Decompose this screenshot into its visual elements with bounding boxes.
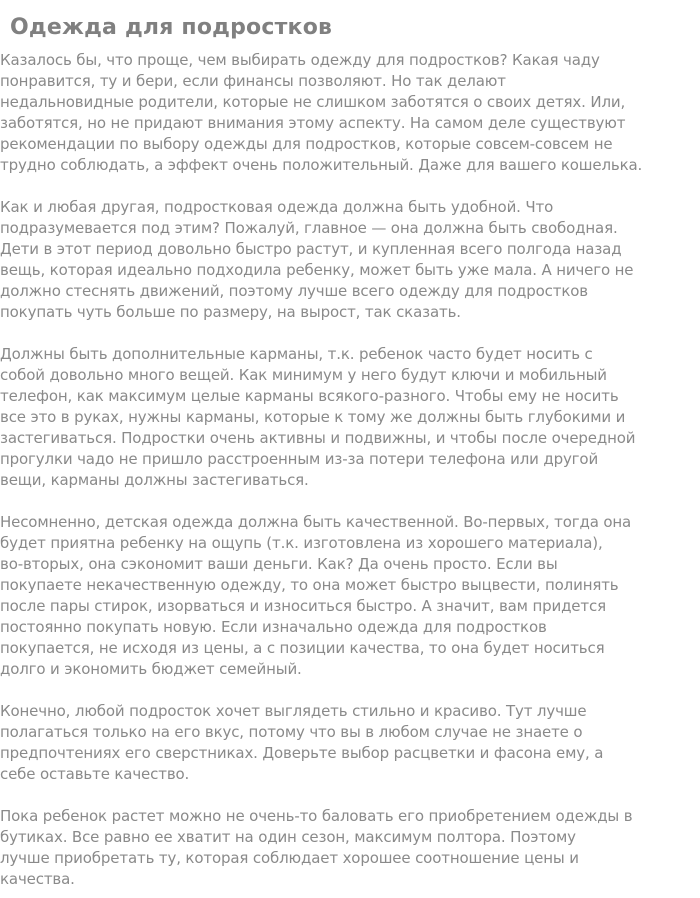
paragraph-line: постоянно покупать новую. Если изначально одежда для подростков: [0, 618, 547, 636]
paragraph-line: Должны быть дополнительные карманы, т.к. ребенок часто будет носить с: [0, 345, 593, 363]
paragraph: [0, 50, 642, 176]
paragraph-line: собой довольно много вещей. Как минимум у него будут ключи и мобильный: [0, 366, 607, 384]
paragraph-line: недальновидные родители, которые не слишком заботятся о своих детях. Или,: [0, 93, 626, 111]
paragraph-line: трудно соблюдать, а эффект очень положительный. Даже для вашего кошелька.: [0, 156, 643, 174]
paragraph-line: бутиках. Все равно ее хватит на один сезон, максимум полтора. Поэтому: [0, 828, 576, 846]
paragraph-line: телефон, как максимум целые карманы всякого-разного. Чтобы ему не носить: [0, 387, 619, 405]
paragraph-line: себе оставьте качество.: [0, 765, 190, 783]
paragraph-line: Дети в этот период довольно быстро растут, и купленная всего полгода назад: [0, 240, 622, 258]
paragraph-line: Конечно, любой подросток хочет выглядеть стильно и красиво. Тут лучше: [0, 702, 587, 720]
paragraph: [0, 701, 603, 785]
paragraph-line: Как и любая другая, подростковая одежда должна быть удобной. Что: [0, 198, 554, 216]
paragraph-line: во-вторых, она сэкономит ваши деньги. Как? Да очень просто. Если вы: [0, 555, 558, 573]
paragraph-line: покупать чуть больше по размеру, на вырост, так сказать.: [0, 303, 461, 321]
paragraph-line: Казалось бы, что проще, чем выбирать одежду для подростков? Какая чаду: [0, 51, 600, 69]
paragraph-line: покупается, не исходя из цены, а с позиции качества, то она будет носиться: [0, 639, 605, 657]
paragraph-line: подразумевается под этим? Пожалуй, главное — она должна быть свободная.: [0, 219, 618, 237]
article-title: Одежда для подростков: [10, 15, 333, 40]
paragraph-line: качества.: [0, 870, 75, 888]
paragraph-line: предпочтениях его сверстниках. Доверьте выбор расцветки и фасона ему, а: [0, 744, 604, 762]
paragraph-line: Пока ребенок растет можно не очень-то баловать его приобретением одежды в: [0, 807, 633, 825]
paragraph: [0, 344, 635, 491]
paragraph-line: прогулки чадо не пришло расстроенным из-за потери телефона или другой: [0, 450, 599, 468]
paragraph-line: будет приятна ребенку на ощупь (т.к. изготовлена из хорошего материала),: [0, 534, 603, 552]
paragraph-line: рекомендации по выбору одежды для подростков, которые совсем-совсем не: [0, 135, 613, 153]
paragraph-line: застегиваться. Подростки очень активны и подвижны, и чтобы после очередной: [0, 429, 636, 447]
paragraph-line: долго и экономить бюджет семейный.: [0, 660, 302, 678]
paragraph-line: после пары стирок, изорваться и износиться быстро. А значит, вам придется: [0, 597, 606, 615]
paragraph: [0, 512, 631, 680]
paragraph-line: понравится, ту и бери, если финансы позволяют. Но так делают: [0, 72, 506, 90]
paragraph: [0, 197, 633, 323]
paragraph-line: должно стеснять движений, поэтому лучше всего одежду для подростков: [0, 282, 588, 300]
paragraph-line: заботятся, но не придают внимания этому аспекту. На самом деле существуют: [0, 114, 626, 132]
paragraph-line: все это в руках, нужны карманы, которые к тому же должны быть глубокими и: [0, 408, 626, 426]
paragraph-line: лучше приобретать ту, которая соблюдает хорошее соотношение цены и: [0, 849, 579, 867]
paragraph-line: Несомненно, детская одежда должна быть качественной. Во-первых, тогда она: [0, 513, 632, 531]
paragraph: [0, 806, 632, 890]
paragraph-line: полагаться только на его вкус, потому что вы в любом случае не знаете о: [0, 723, 583, 741]
paragraph-line: покупаете некачественную одежду, то она может быстро выцвести, полинять: [0, 576, 619, 594]
paragraph-line: вещи, карманы должны застегиваться.: [0, 471, 309, 489]
paragraph-line: вещь, которая идеально подходила ребенку, может быть уже мала. А ничего не: [0, 261, 634, 279]
